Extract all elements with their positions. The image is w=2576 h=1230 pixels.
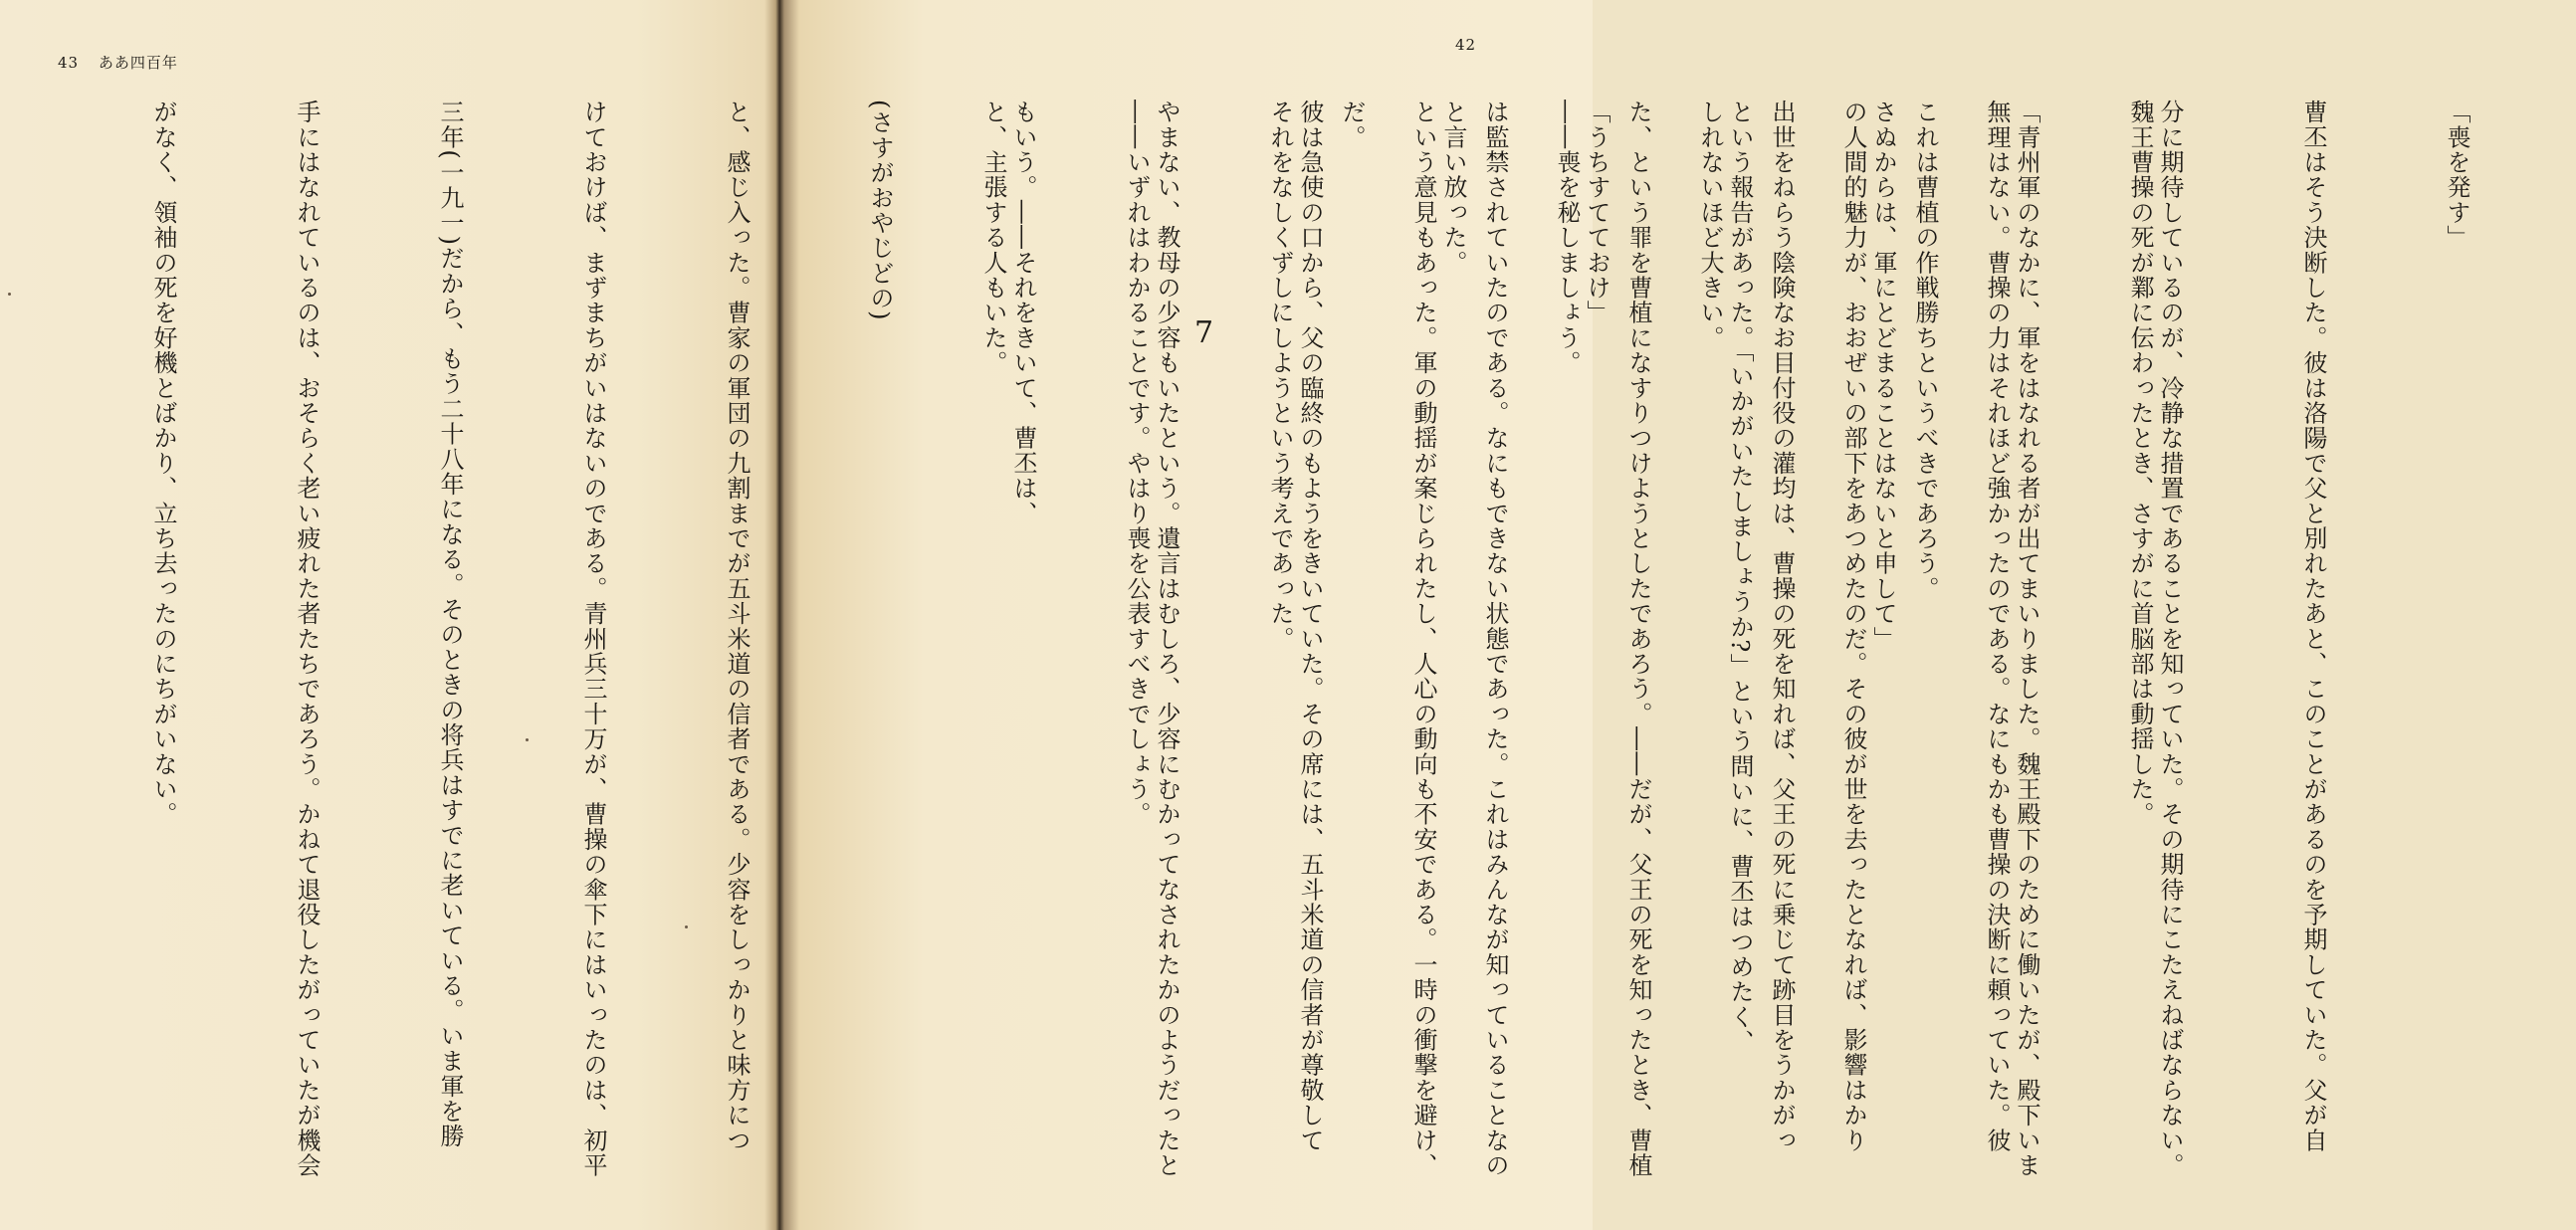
text-column: (さすがおやじどの) (866, 100, 894, 321)
text-column: の人間的魅力が、おおぜいの部下をあつめたのだ。その彼が世を去ったとなれば、影響はかり (1839, 100, 1867, 1153)
paper-speck (526, 738, 529, 741)
text-column: ――喪を秘しましょう。 (1553, 100, 1581, 376)
text-column: 「うちすてておけ」 (1583, 100, 1610, 325)
text-column: さぬからは、軍にとどまることはないと申して」 (1869, 100, 1897, 652)
text-column: 分に期待しているのが、冷静な措置であることを知っていた。その期待にこたえねばならない。 (2156, 100, 2184, 1178)
text-column: もいう。――それをきいて、曹丕は、 (1009, 100, 1037, 526)
text-column: は監禁されていたのである。なにもできない状態であった。これはみんなが知っていることなの (1481, 100, 1509, 1178)
text-column: やまない、教母の少容もいたという。遺言はむしろ、少容にむかってなされたかのようだったと (1153, 100, 1181, 1178)
text-column: 彼は急使の口から、父の臨終のもようをきいていた。その席には、五斗米道の信者が尊敬して (1296, 100, 1324, 1153)
text-column: ――いずれはわかることです。やはり喪を公表すべきでしょう。 (1123, 100, 1151, 827)
text-column: けておけば、まずまちがいはないのである。青州兵三十万が、曹操の傘下にはいったのは、初平 (579, 100, 607, 1178)
text-column: しれないほど大きい。 (1696, 100, 1724, 350)
paper-speck (8, 293, 11, 296)
text-column: という意見もあった。軍の動揺が案じられたし、人心の動向も不安である。一時の衝撃を避け、 (1409, 100, 1437, 1178)
text-column: という報告があった。「いかがいたしましょうか?」という問いに、曹丕はつめたく、 (1726, 100, 1754, 1055)
paper-speck (685, 925, 688, 928)
text-column: 「青州軍のなかに、軍をはなれる者が出てまいりました。魏王殿下のために働いたが、殿下いま (2013, 100, 2040, 1178)
text-column: 無理はない。曹操の力はそれほど強かったのである。なにもかも曹操の決断に頼っていた。彼 (1983, 100, 2011, 1153)
text-column: これは曹植の作戦勝ちというべきであろう。 (1911, 100, 1939, 601)
text-column: だ。 (1338, 100, 1366, 150)
text-column: 手にはなれているのは、おそらく老い疲れた者たちであろう。かねて退役したがっていたが機会 (293, 100, 321, 1178)
section-number: 7 (1194, 315, 1214, 350)
text-column: と、感じ入った。曹家の軍団の九割までが五斗米道の信者である。少容をしっかりと味方につ (723, 100, 751, 1153)
left-page-header (58, 56, 178, 71)
text-column: がなく、領袖の死を好機とばかり、立ち去ったのにちがいない。 (149, 100, 177, 827)
text-column: 出世をねらう陰険なお目付役の灌均は、曹操の死を知れば、父王の死に乗じて跡目をうかがっ (1768, 100, 1796, 1153)
text-column: 「喪を発す」 (2443, 100, 2470, 251)
right-page-number: 42 (1455, 36, 1477, 54)
text-column: た、という罪を曹植になすりつけようとしたであろう。――だが、父王の死を知ったとき、曹植 (1624, 100, 1652, 1178)
text-column: 三年(一九一)だから、もう二十八年になる。そのときの将兵はすでに老いている。いま軍を勝 (436, 100, 464, 1149)
text-column: それをなしくずしにしようという考えであった。 (1266, 100, 1294, 652)
text-column: 魏王曹操の死が鄴に伝わったとき、さすがに首脳部は動揺した。 (2126, 100, 2154, 827)
text-column: と言い放った。 (1439, 100, 1467, 276)
left-page-number: 43 (58, 54, 80, 72)
right-page-section-text (874, 100, 2259, 1178)
text-column: 曹丕はそう決断した。彼は洛陽で父と別れたあと、このことがあるのを予期していた。父が自 (2299, 100, 2327, 1153)
running-head: ああ四百年 (98, 54, 178, 72)
text-column: と、主張する人もいた。 (979, 100, 1007, 376)
